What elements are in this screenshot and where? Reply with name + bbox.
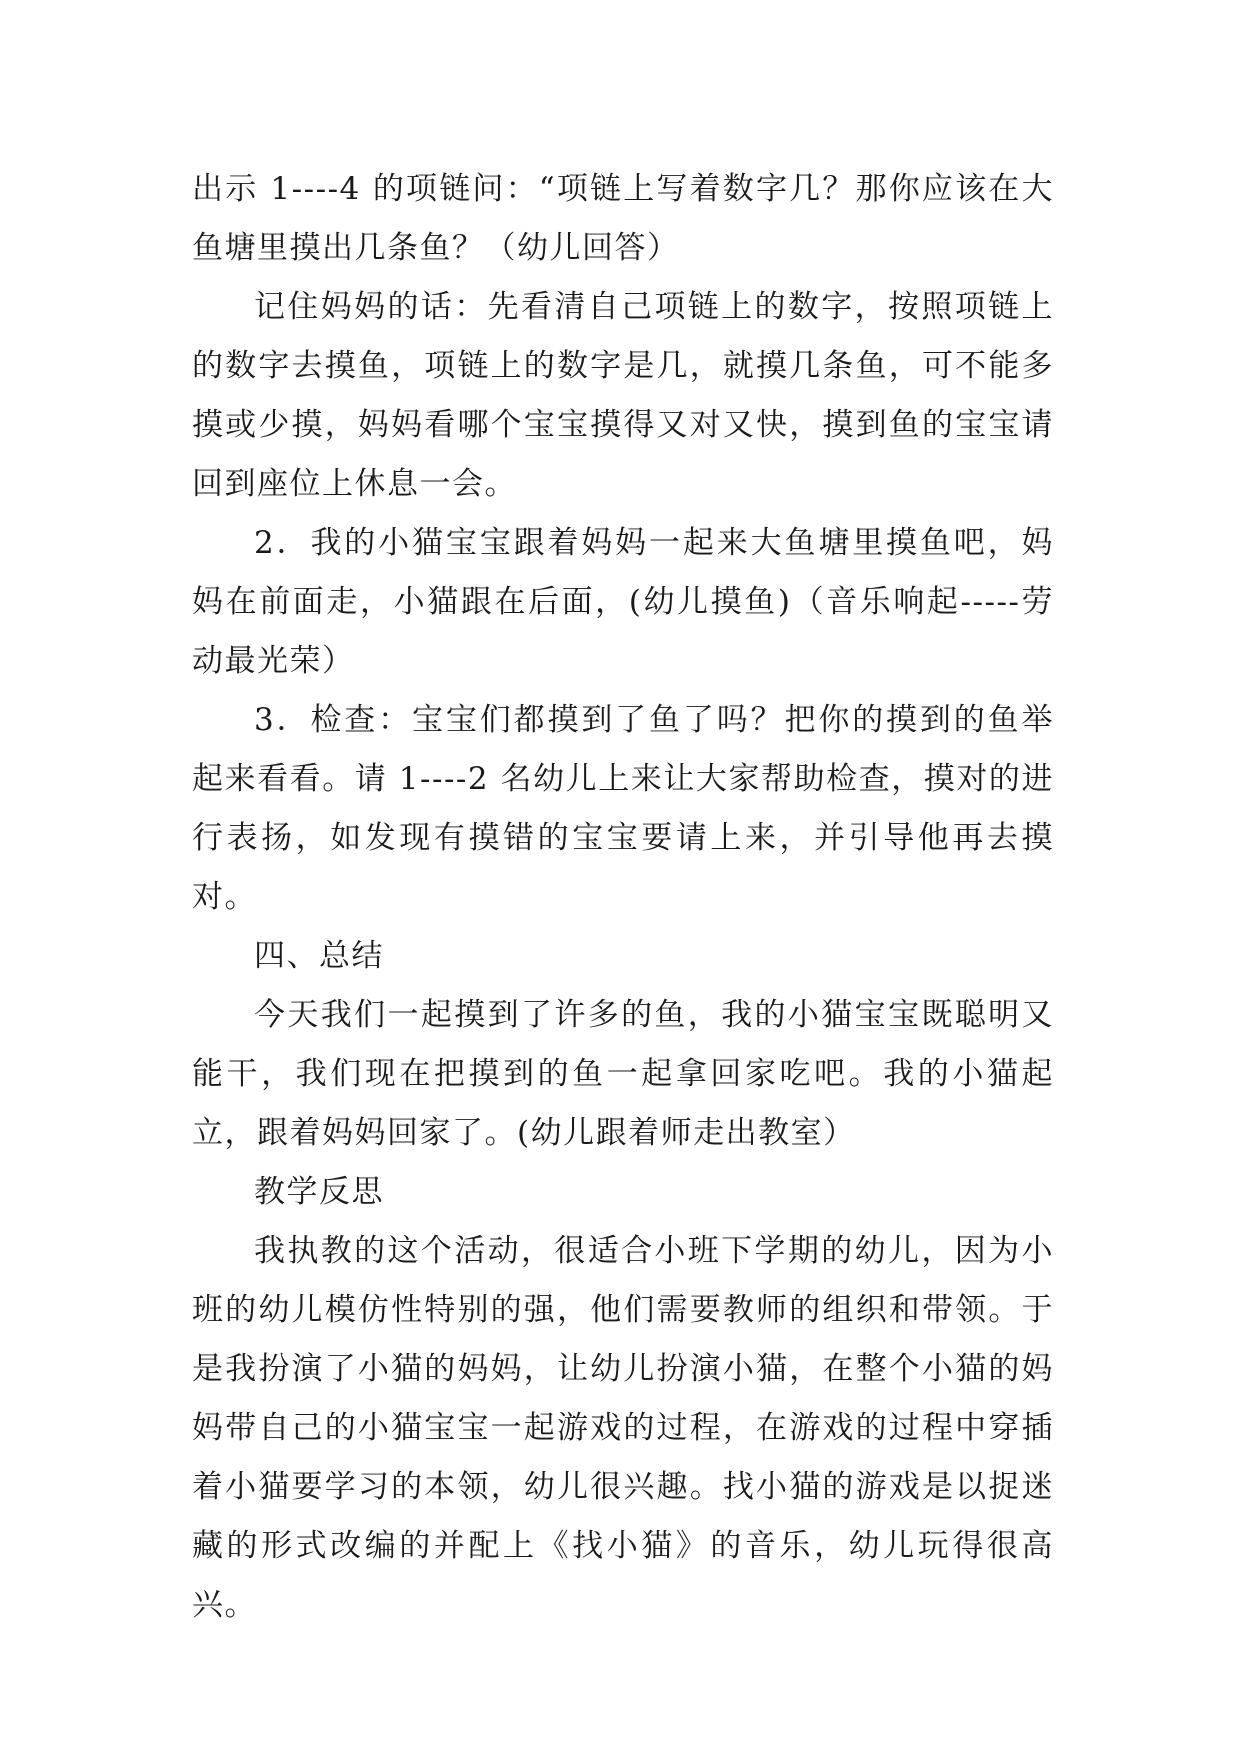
paragraph-necklace-question: 出示 1----4 的项链问：“项链上写着数字几？那你应该在大鱼塘里摸出几条鱼？（幼儿回答） — [192, 171, 1054, 266]
section-heading-reflection: 教学反思 — [254, 1174, 384, 1210]
section-heading-summary: 四、总结 — [254, 938, 384, 974]
paragraph-reflection: 我执教的这个活动，很适合小班下学期的幼儿，因为小班的幼儿模仿性特别的强，他们需要教师的组织和带领。于是我扮演了小猫的妈妈，让幼儿扮演小猫，在整个小猫的妈妈带自己的小猫宝宝一起游戏的过程，在游戏的过程中穿插着小猫要学习的本领，幼儿很兴趣。找小猫的游戏是以捉迷藏的形式改编的并配上《找小猫》的音乐，幼儿玩得很高兴。 — [192, 1233, 1054, 1623]
paragraph-step-2: 2．我的小猫宝宝跟着妈妈一起来大鱼塘里摸鱼吧，妈妈在前面走，小猫跟在后面，(幼儿摸鱼)（音乐响起-----劳动最光荣） — [192, 525, 1054, 679]
document-page — [192, 160, 1054, 1635]
paragraph-summary: 今天我们一起摸到了许多的鱼，我的小猫宝宝既聪明又能干，我们现在把摸到的鱼一起拿回家吃吧。我的小猫起立，跟着妈妈回家了。(幼儿跟着师走出教室） — [192, 997, 1054, 1151]
paragraph-step-3: 3．检查：宝宝们都摸到了鱼了吗？把你的摸到的鱼举起来看看。请 1----2 名幼儿上来让大家帮助检查，摸对的进行表扬，如发现有摸错的宝宝要请上来，并引导他再去摸对。 — [192, 702, 1054, 915]
paragraph-remember-mother: 记住妈妈的话：先看清自己项链上的数字，按照项链上的数字去摸鱼，项链上的数字是几，就摸几条鱼，可不能多摸或少摸，妈妈看哪个宝宝摸得又对又快，摸到鱼的宝宝请回到座位上休息一会。 — [192, 289, 1054, 502]
